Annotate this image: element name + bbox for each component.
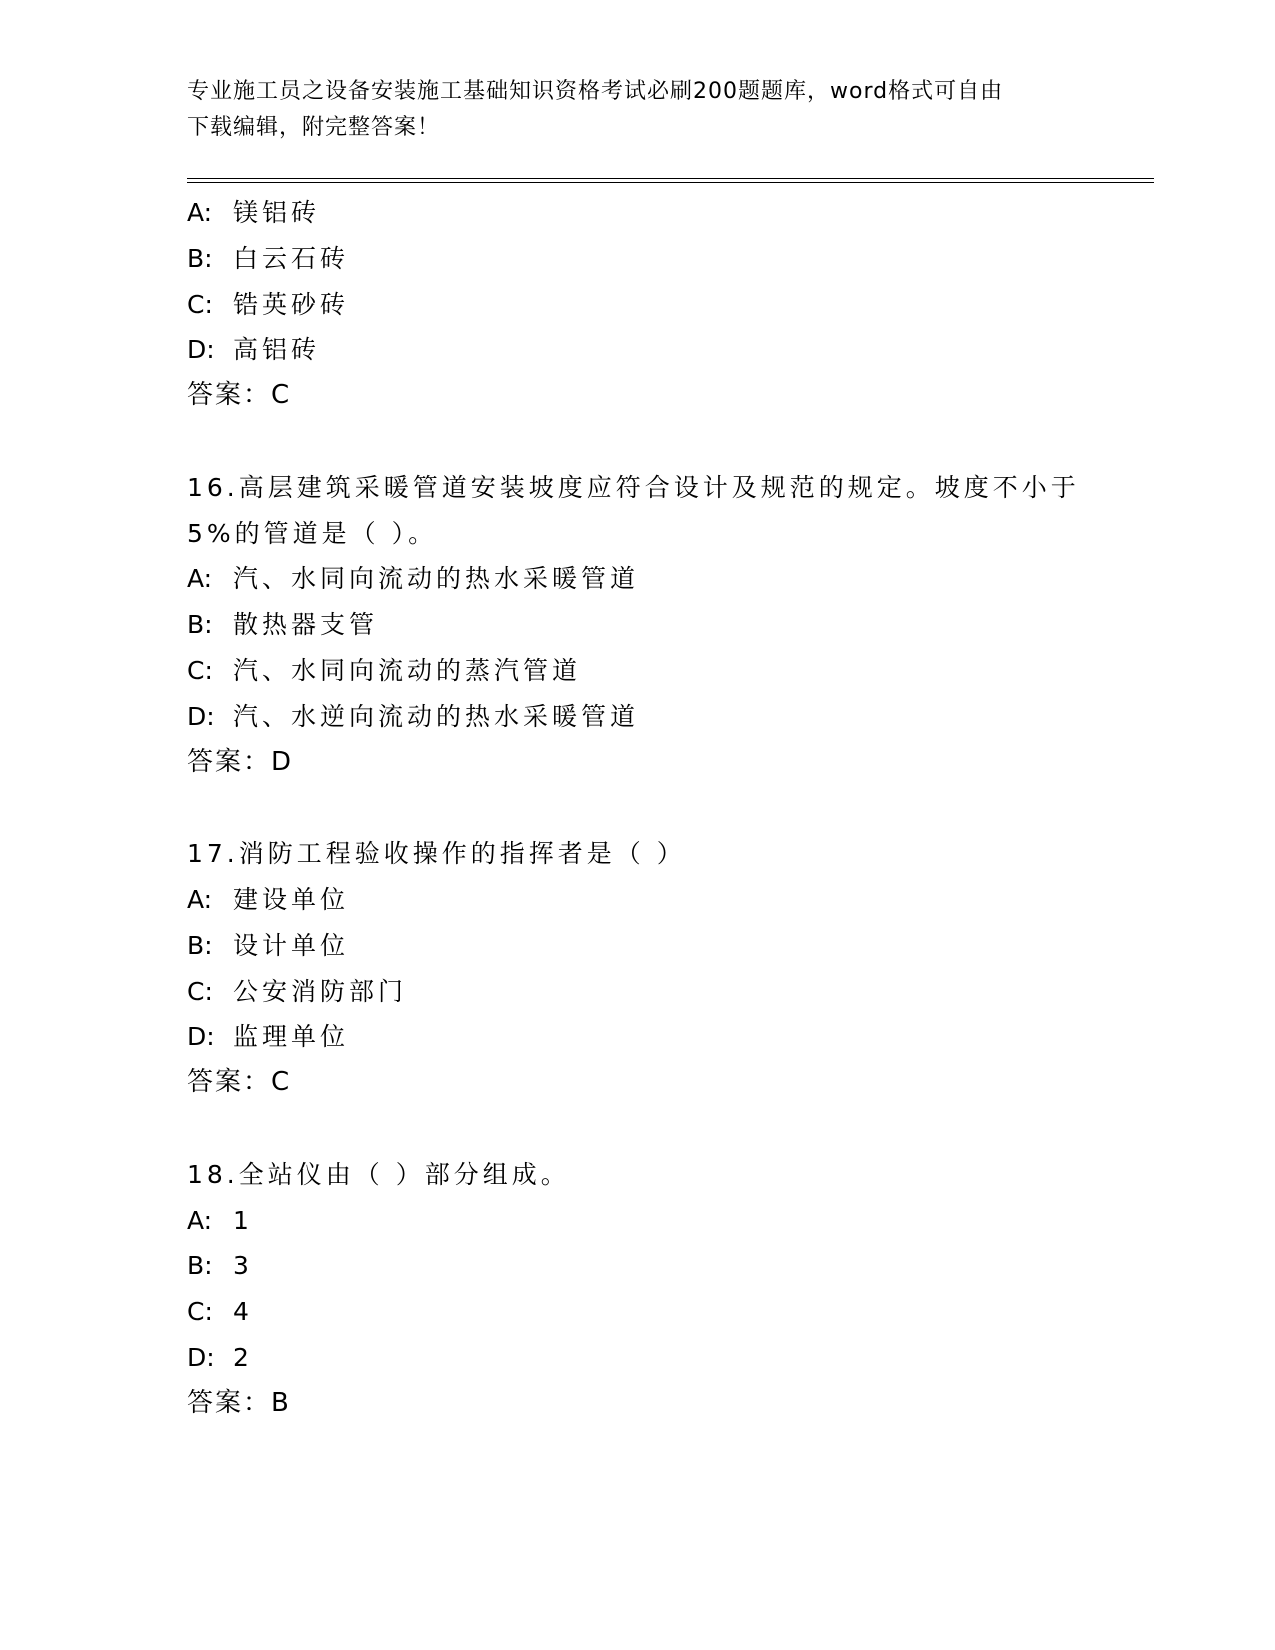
- option-letter: A:: [187, 1205, 213, 1235]
- option-b: [187, 602, 1087, 648]
- option-letter: C:: [187, 289, 213, 319]
- option-c: [187, 969, 1087, 1015]
- option-d: [187, 1014, 1087, 1060]
- question-list: [187, 190, 1087, 1427]
- option-letter: C:: [187, 976, 213, 1006]
- option-text: 设计单位: [233, 930, 350, 960]
- option-text: 高铝砖: [233, 335, 321, 365]
- option-text: 汽、水同向流动的热水采暖管道: [233, 564, 640, 594]
- spacer: [187, 1106, 1087, 1152]
- header-divider: [187, 178, 1154, 183]
- option-letter: C:: [187, 1297, 213, 1327]
- header-line-2: 下载编辑，附完整答案！: [187, 115, 441, 140]
- option-b: [187, 923, 1087, 969]
- option-letter: D:: [187, 1022, 215, 1052]
- option-letter: A:: [187, 884, 213, 914]
- option-letter: A:: [187, 198, 213, 227]
- option-d: [187, 1335, 1087, 1381]
- option-letter: B:: [187, 610, 213, 640]
- option-text: 监理单位: [233, 1022, 350, 1052]
- spacer: [187, 419, 1087, 465]
- question-15: [187, 190, 1087, 419]
- option-text: 公安消防部门: [233, 976, 408, 1006]
- option-letter: B:: [187, 1251, 213, 1281]
- option-a: [187, 877, 1087, 923]
- document-header: [187, 74, 1067, 146]
- option-c: [187, 282, 1087, 328]
- option-text: 建设单位: [233, 884, 350, 914]
- option-letter: D:: [187, 335, 215, 365]
- option-text: 汽、水逆向流动的热水采暖管道: [233, 701, 640, 731]
- answer-line: 答案：D: [187, 746, 294, 777]
- header-line-1: 专业施工员之设备安装施工基础知识资格考试必刷200题题库，word格式可自由: [187, 79, 1004, 104]
- option-letter: A:: [187, 564, 213, 594]
- option-c: [187, 648, 1087, 694]
- option-a: [187, 556, 1087, 602]
- question-17: [187, 831, 1087, 1106]
- option-c: [187, 1289, 1087, 1335]
- question-stem-line-2: 5%的管道是（ ）。: [187, 518, 438, 548]
- option-a: [187, 190, 1087, 236]
- option-b: [187, 1243, 1087, 1289]
- option-d: [187, 327, 1087, 373]
- answer-line: 答案：C: [187, 1067, 292, 1098]
- option-a: [187, 1198, 1087, 1244]
- option-letter: B:: [187, 930, 213, 960]
- question-18: [187, 1152, 1087, 1427]
- spacer: [187, 785, 1087, 831]
- question-16: [187, 465, 1087, 786]
- option-letter: C:: [187, 655, 213, 685]
- option-text: 2: [233, 1342, 253, 1372]
- option-text: 4: [233, 1297, 253, 1327]
- option-text: 镁铝砖: [233, 198, 321, 227]
- answer-line: 答案：B: [187, 1387, 291, 1418]
- option-letter: B:: [187, 243, 213, 273]
- question-stem-line-1: 16.高层建筑采暖管道安装坡度应符合设计及规范的规定。坡度不小于: [187, 472, 1080, 502]
- option-letter: D:: [187, 1342, 215, 1372]
- option-text: 汽、水同向流动的蒸汽管道: [233, 655, 582, 685]
- option-text: 散热器支管: [233, 610, 379, 640]
- option-text: 锆英砂砖: [233, 289, 350, 319]
- option-d: [187, 694, 1087, 740]
- option-text: 白云石砖: [233, 243, 350, 273]
- answer-line: 答案：C: [187, 380, 292, 411]
- question-stem-line-1: 18.全站仪由（ ）部分组成。: [187, 1159, 570, 1189]
- option-text: 1: [233, 1205, 253, 1235]
- question-stem-line-1: 17.消防工程验收操作的指挥者是（ ）: [187, 839, 686, 869]
- option-text: 3: [233, 1251, 253, 1281]
- option-b: [187, 236, 1087, 282]
- option-letter: D:: [187, 701, 215, 731]
